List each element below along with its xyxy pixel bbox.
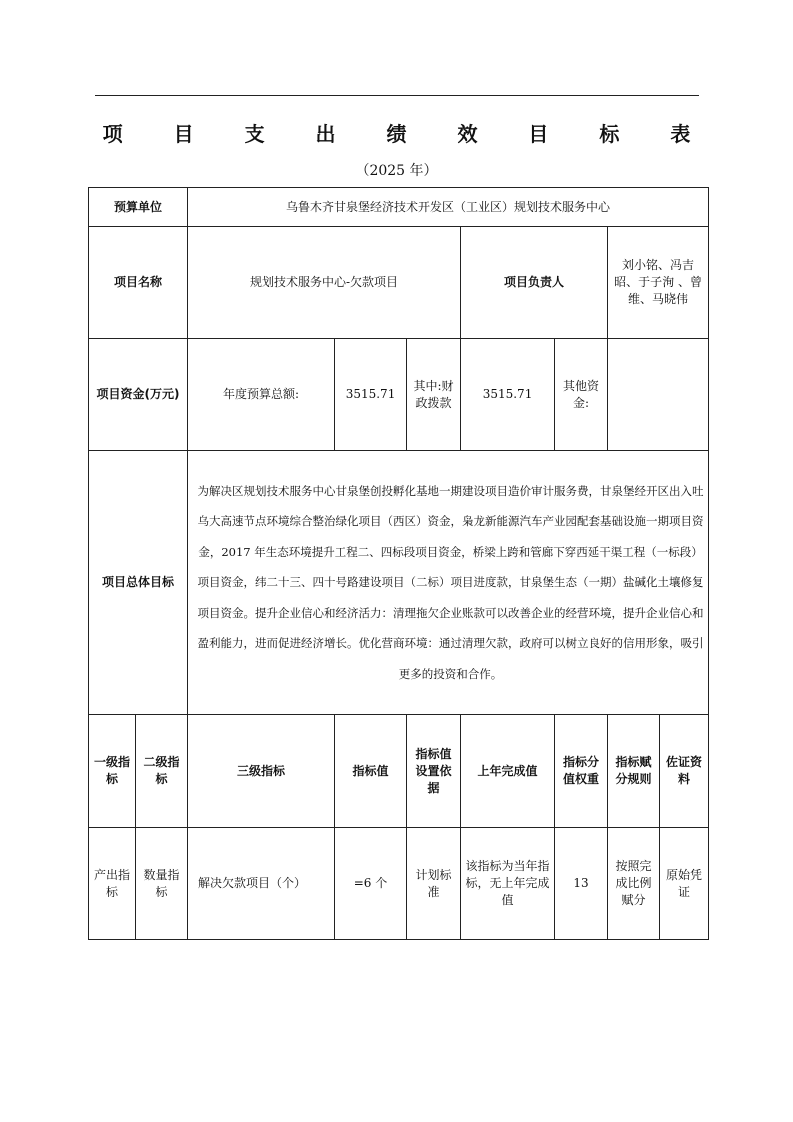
row-level1: 产出指标 [89, 828, 136, 940]
overall-goal-text: 为解决区规划技术服务中心甘泉堡创投孵化基地一期建设项目造价审计服务费，甘泉堡经开区出入吐乌大高速节点环境综合整治绿化项目（西区）资金，枭龙新能源汽车产业园配套基础设施一期项目资金，2017 年生态环境提升工程二、四标段项目资金，桥梁上跨和管廊下穿西延干渠工程（一标段）项目资金，纬二十三、四十号路建设项目（二标）项目进度款，甘泉堡生态（一期）盐碱化土壤修复项目资金。提升企业信心和经济活力：清理拖欠企业账款可以改善企业的经营环境，提升企业信心和盈利能力，进而促进经济增长。优化营商环境：通过清理欠款，政府可以树立良好的信用形象，吸引更多的投资和合作。 [188, 451, 709, 715]
table-row [89, 828, 709, 940]
document-year: （2025 年） [355, 163, 438, 179]
row-evidence: 原始凭证 [660, 828, 709, 940]
overall-goal-row [89, 451, 709, 715]
header-last-year: 上年完成值 [461, 715, 555, 828]
document-title: 项 目 支 出 绩 效 目 标 表 [102, 122, 713, 146]
funds-label: 项目资金(万元) [89, 339, 188, 451]
row-last-year: 该指标为当年指标，无上年完成值 [461, 828, 555, 940]
row-weight: 13 [555, 828, 608, 940]
performance-target-table [88, 187, 709, 940]
header-weight: 指标分值权重 [555, 715, 608, 828]
budget-unit-row [89, 188, 709, 227]
project-lead-label: 项目负责人 [461, 227, 608, 339]
annual-budget-value: 3515.71 [335, 339, 407, 451]
header-level3: 三级指标 [188, 715, 335, 828]
header-evidence: 佐证资料 [660, 715, 709, 828]
fiscal-label: 其中:财政拨款 [407, 339, 461, 451]
row-rule: 按照完成比例赋分 [608, 828, 660, 940]
project-lead-value: 刘小铭、冯吉昭、于子洵 、曾维、马晓伟 [608, 227, 709, 339]
project-name-label: 项目名称 [89, 227, 188, 339]
row-value: =6 个 [335, 828, 407, 940]
header-level1: 一级指标 [89, 715, 136, 828]
header-level2: 二级指标 [136, 715, 188, 828]
top-rule [95, 95, 699, 96]
row-level3: 解决欠款项目（个） [188, 828, 335, 940]
overall-goal-label: 项目总体目标 [89, 451, 188, 715]
budget-unit-value: 乌鲁木齐甘泉堡经济技术开发区（工业区）规划技术服务中心 [188, 188, 709, 227]
project-funds-row [89, 339, 709, 451]
other-funds-value [608, 339, 709, 451]
budget-unit-label: 预算单位 [89, 188, 188, 227]
row-level2: 数量指标 [136, 828, 188, 940]
header-value: 指标值 [335, 715, 407, 828]
indicator-header-row [89, 715, 709, 828]
project-name-row [89, 227, 709, 339]
project-name-value: 规划技术服务中心-欠款项目 [188, 227, 461, 339]
fiscal-value: 3515.71 [461, 339, 555, 451]
header-rule: 指标赋分规则 [608, 715, 660, 828]
row-basis: 计划标准 [407, 828, 461, 940]
other-funds-label: 其他资金: [555, 339, 608, 451]
header-basis: 指标值设置依据 [407, 715, 461, 828]
annual-budget-label: 年度预算总额: [188, 339, 335, 451]
